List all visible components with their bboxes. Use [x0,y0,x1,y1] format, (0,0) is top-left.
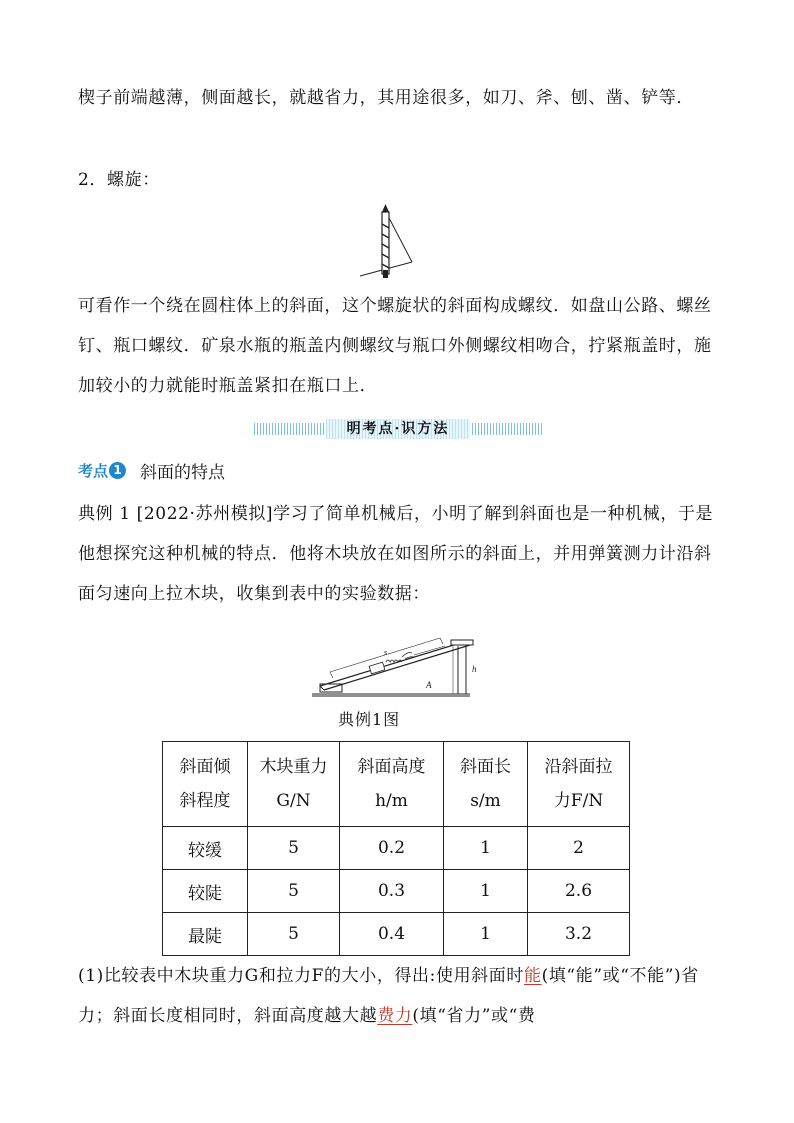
exam-point-number: 1 [109,462,126,479]
question-text: (1)比较表中木块重力G和拉力F的大小，得出:使用斜面时 [78,966,524,986]
question-text: (填“省力”或“费 [412,1006,536,1026]
banner-stripe-left [254,423,324,435]
example-paragraph: 典例 1 [2022·苏州模拟]学习了简单机械后，小明了解到斜面也是一种机械，于是他想探究这种机械的特点．他将木块放在如图所示的斜面上，并用弹簧测力计沿斜面匀速向上拉木块，收集到表中的实验数据： [78,504,714,604]
table-cell: 2.6 [528,870,630,913]
table-cell: 0.3 [340,870,444,913]
table-header-cell: 木块重力 G/N [248,742,340,827]
screw-paragraph: 可看作一个绕在圆柱体上的斜面，这个螺旋状的斜面构成螺纹．如盘山公路、螺丝钉、瓶口螺纹．矿泉水瓶的瓶盖内侧螺纹与瓶口外侧螺纹相吻合，拧紧瓶盖时，施加较小的力就能时瓶盖紧扣在瓶口上． [78,296,712,396]
table-cell: 2 [528,827,630,870]
table-row [163,870,630,913]
table-cell: 5 [248,913,340,956]
table-cell: 3.2 [528,913,630,956]
table-header-cell: 斜面倾 斜程度 [163,742,248,827]
table-header-cell: 沿斜面拉 力F/N [528,742,630,827]
section-banner [254,419,542,439]
question-paragraph [78,956,718,1036]
banner-title: 明考点·识方法 [326,419,470,439]
table-header-row [163,742,630,827]
table-cell: 最陡 [163,913,248,956]
experiment-data-table [162,741,630,956]
table-cell: 0.2 [340,827,444,870]
answer-blank-1: 能 [523,966,542,986]
table-cell: 1 [444,913,528,956]
figure-label-a: A [426,680,432,690]
table-cell: 较缓 [163,827,248,870]
table-cell: 0.4 [340,913,444,956]
table-row [163,827,630,870]
figure-label-s: s [384,648,388,657]
table-cell: 5 [248,870,340,913]
answer-blank-2: 费力 [377,1006,413,1026]
banner-stripe-right [472,423,542,435]
figure-label-h: h [472,664,477,674]
wedge-paragraph: 楔子前端越薄，侧面越长，就越省力，其用途很多，如刀、斧、刨、凿、铲等． [78,88,694,108]
exam-point-heading [78,458,225,482]
table-cell: 较陡 [163,870,248,913]
exam-point-label: 考点 [78,461,109,480]
table-header-cell: 斜面高度 h/m [340,742,444,827]
figure-caption: 典例1图 [338,710,401,729]
table-cell: 1 [444,870,528,913]
table-cell: 5 [248,827,340,870]
screw-heading: 2．螺旋： [78,170,160,190]
incline-experiment-figure [310,624,486,698]
screw-incline-figure [350,202,420,282]
exam-point-title: 斜面的特点 [140,462,226,483]
table-header-cell: 斜面长 s/m [444,742,528,827]
question-text: (填“能”或“不能”)省力；斜面长度相同时，斜面高度越大越 [78,966,699,1026]
table-row [163,913,630,956]
table-cell: 1 [444,827,528,870]
